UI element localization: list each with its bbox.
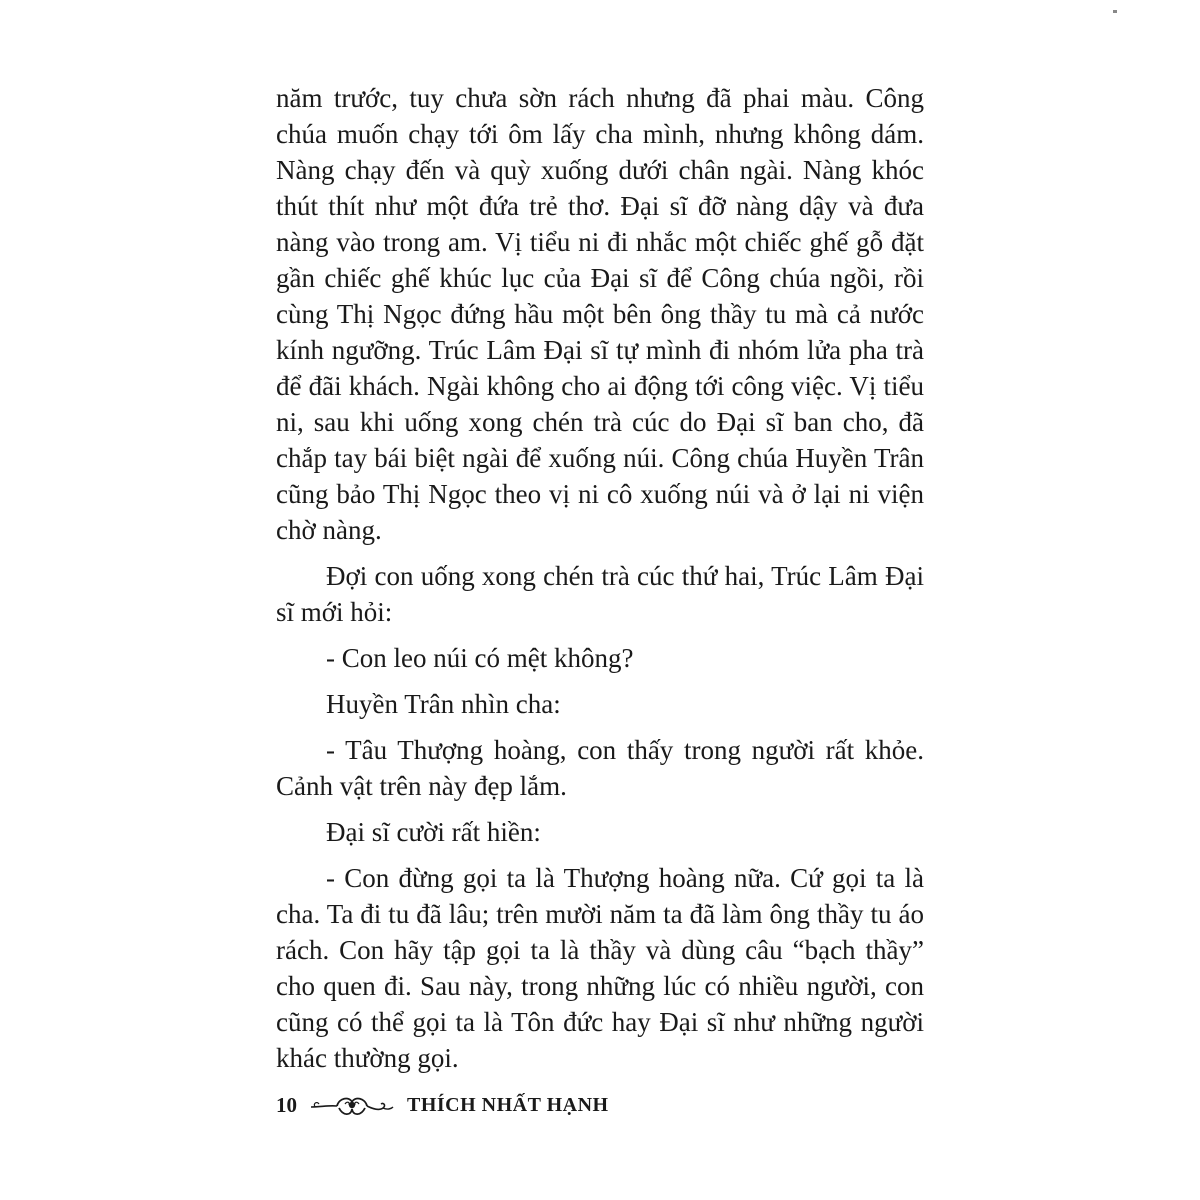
dialogue-line: - Con leo núi có mệt không? [326,643,634,673]
dialogue-line: - Tâu Thượng hoàng, con thấy trong người rất khỏe. Cảnh vật trên này đẹp lắm. [276,735,924,801]
page-number: 10 [276,1092,297,1117]
paragraph: Đại sĩ cười rất hiền: [326,817,541,847]
paragraph-continuation: năm trước, tuy chưa sờn rách nhưng đã phai màu. Công chúa muốn chạy tới ôm lấy cha mình, nhưng không dám. Nàng chạy đến và quỳ xuống dưới chân ngài. Nàng khóc thút thít như một đứa trẻ thơ. Đại sĩ đỡ nàng dậy và đưa nàng vào trong am. Vị tiểu ni đi nhắc một chiếc ghế gỗ đặt gần chiếc ghế khúc lục của Đại sĩ để Công chúa ngồi, rồi cùng Thị Ngọc đứng hầu một bên ông thầy tu mà cả nước kính ngưỡng. Trúc Lâm Đại sĩ tự mình đi nhóm lửa pha trà để đãi khách. Ngài không cho ai động tới công việc. Vị tiểu ni, sau khi uống xong chén trà cúc do Đại sĩ ban cho, đã chắp tay bái biệt ngài để xuống núi. Công chúa Huyền Trân cũng bảo Thị Ngọc theo vị ni cô xuống núi và ở lại ni viện chờ nàng. [276,83,924,545]
page-footer [276,1085,609,1125]
author-name: THÍCH NHẤT HẠNH [407,1093,609,1116]
body-text [276,80,924,1076]
paragraph: Huyền Trân nhìn cha: [326,689,561,719]
paragraph: Đợi con uống xong chén trà cúc thứ hai, Trúc Lâm Đại sĩ mới hỏi: [276,561,924,627]
floral-ornament-icon [309,1090,395,1120]
scan-speck [1113,10,1117,13]
dialogue-line: - Con đừng gọi ta là Thượng hoàng nữa. Cứ gọi ta là cha. Ta đi tu đã lâu; trên mười năm ta đã làm ông thầy tu áo rách. Con hãy tập gọi ta là thầy và dùng câu “bạch thầy” cho quen đi. Sau này, trong những lúc có nhiều người, con cũng có thể gọi ta là Tôn đức hay Đại sĩ như những người khác thường gọi. [276,863,924,1073]
